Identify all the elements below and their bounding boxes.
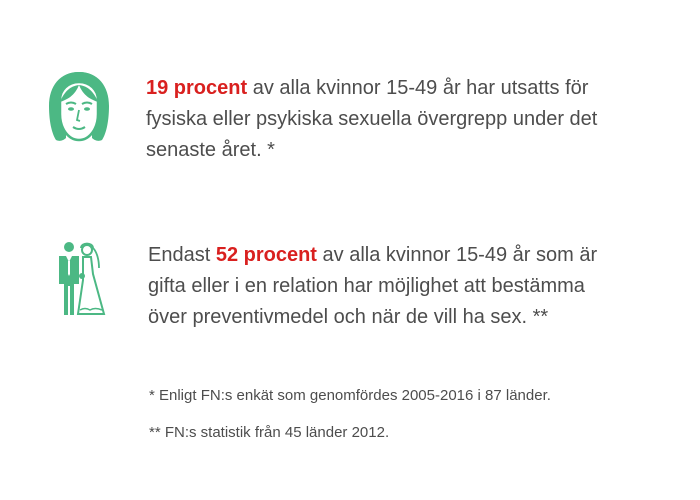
stat2-text [148,240,618,333]
footnote-1: * Enligt FN:s enkät som genomfördes 2005-2016 i 87 länder. [149,387,551,404]
wedding-couple-icon [55,240,107,318]
stat2-prefix: Endast [148,244,216,266]
stat2-body: av alla kvinnor 15-49 år som är gifta eller i en relation har möjlighet att bestämma över preventivmedel och när de vill ha sex. ** [148,244,598,328]
stat2-highlight: 52 procent [215,244,317,266]
stat1-highlight: 19 procent [146,77,248,99]
stat1-text [146,73,626,166]
stat1-body: av alla kvinnor 15-49 år har utsatts för fysiska eller psykiska sexuella övergrepp under det senaste året. * [146,77,598,161]
woman-face-icon [46,70,112,146]
footnote-2: ** FN:s statistik från 45 länder 2012. [149,424,390,441]
